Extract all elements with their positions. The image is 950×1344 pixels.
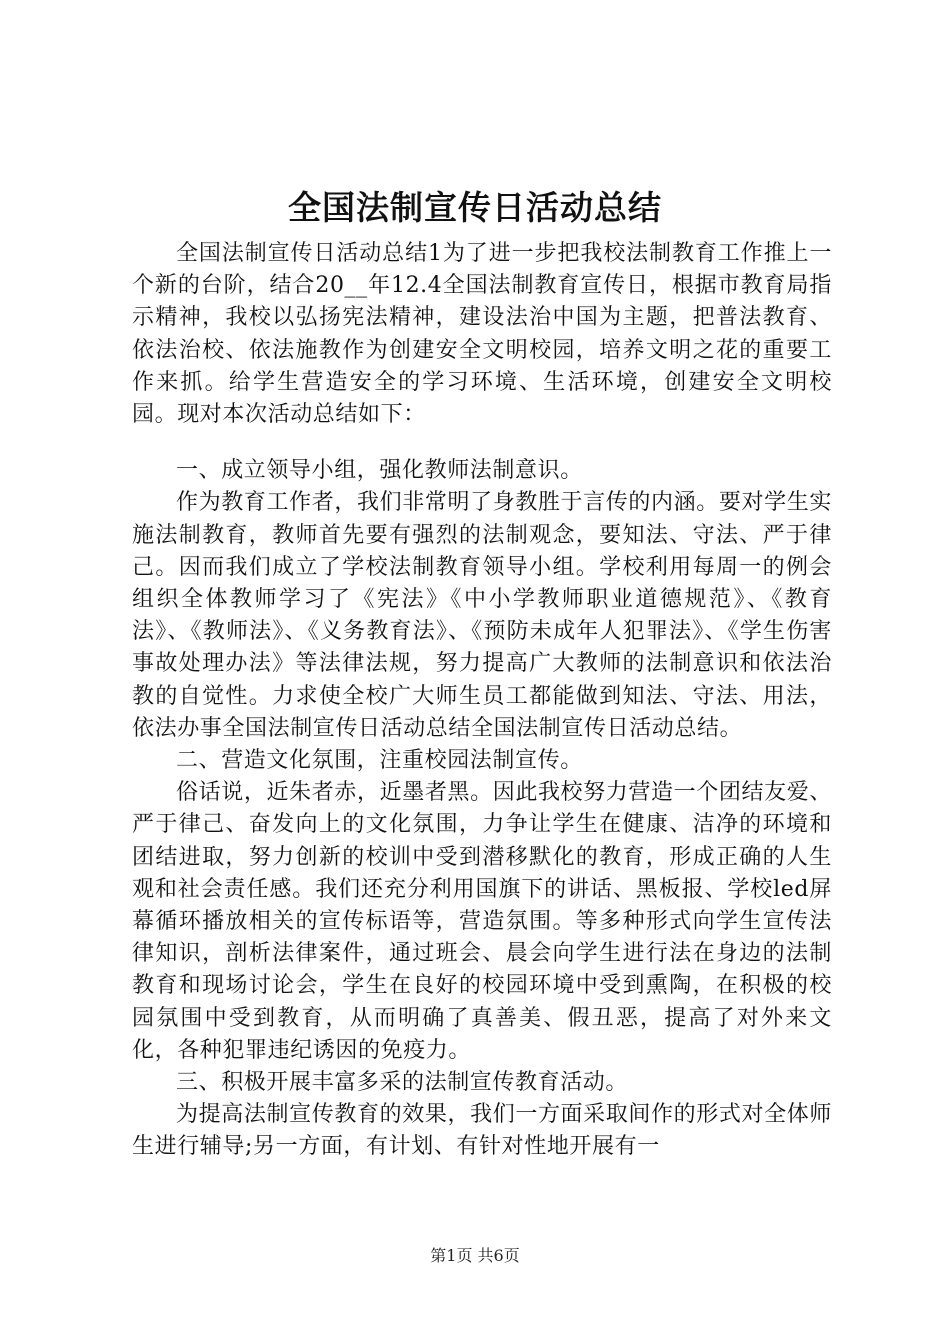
intro-paragraph: 全国法制宣传日活动总结1为了进一步把我校法制教育工作推上一个新的台阶，结合20__年12.4全国法制教育宣传日，根据市教育局指示精神，我校以弘扬宪法精神，建设法治中国为主题，把普法教育、依法治校、依法施教作为创建安全文明校园，培养文明之花的重要工作来抓。给学生营造安全的学习环境、生活环境，创建安全文明校园。现对本次活动总结如下： <box>132 241 832 428</box>
page-number-footer: 第1页 共6页 <box>430 1246 520 1265</box>
section-paragraph-1: 作为教育工作者，我们非常明了身教胜于言传的内涵。要对学生实施法制教育，教师首先要有强烈的法制观念，要知法、守法、严于律己。因而我们成立了学校法制教育领导小组。学校利用每周一的例会组织全体教师学习了《宪法》《中小学教师职业道德规范》、《教育法》、《教师法》、《义务教育法》、《预防未成年人犯罪法》、《学生伤害事故处理办法》等法律法规，努力提高广大教师的法制意识和依法治教的自觉性。力求使全校广大师生员工都能做到知法、守法、用法，依法办事全国法制宣传日活动总结全国法制宣传日活动总结。 <box>132 490 832 741</box>
document-title: 全国法制宣传日活动总结 <box>288 188 662 227</box>
section-heading-2: 二、营造文化氛围，注重校园法制宣传。 <box>176 748 583 774</box>
document-body <box>132 238 832 1164</box>
section-paragraph-3: 为提高法制宣传教育的效果，我们一方面采取间作的形式对全体师生进行辅导;另一方面，有计划、有针对性地开展有一 <box>132 1102 832 1160</box>
section-heading-3: 三、积极开展丰富多采的法制宣传教育活动。 <box>176 1070 629 1096</box>
section-paragraph-2: 俗话说，近朱者赤，近墨者黑。因此我校努力营造一个团结友爱、严于律己、奋发向上的文化氛围，力争让学生在健康、洁净的环境和团结进取，努力创新的校训中受到潜移默化的教育，形成正确的人生观和社会责任感。我们还充分利用国旗下的讲话、黑板报、学校led屏幕循环播放相关的宣传标语等，营造氛围。等多种形式向学生宣传法律知识，剖析法律案件，通过班会、晨会向学生进行法在身边的法制教育和现场讨论会，学生在良好的校园环境中受到熏陶，在积极的校园氛围中受到教育，从而明确了真善美、假丑恶，提高了对外来文化，各种犯罪违纪诱因的免疫力。 <box>132 780 832 1063</box>
section-heading-1: 一、成立领导小组，强化教师法制意识。 <box>176 458 583 484</box>
